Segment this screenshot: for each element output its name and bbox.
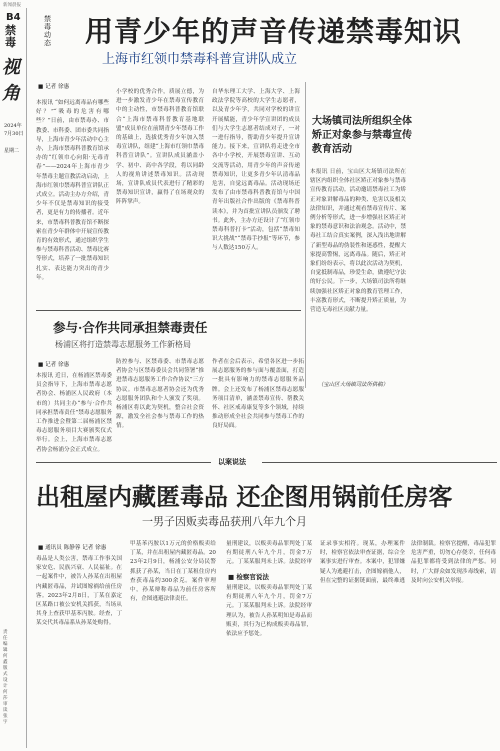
side-source: （宝山区大场镇司法所供稿） — [318, 382, 389, 388]
article3-col3: 量刑建议，以贩卖毒品罪判处丁某有期徒刑八年九个月，罚金7万元。丁某某服判未上诉。法院经审 — [226, 541, 312, 566]
article2-headline: 参与·合作共同承担禁毒责任 — [53, 320, 208, 335]
article3-headline: 出租屋内藏匿毒品 还企图用锅前任房客 — [36, 482, 453, 511]
article2-col1: 本报讯 近日，在杨浦区禁毒委员会指导下，上海市禁毒志愿者协会、杨浦区人民政府（本市的）共同主办“参与·合作共同承担禁毒责任”禁毒志愿服务工作推进会暨第二届杨浦区禁毒志愿服务项目大赛颁奖仪式举行。会上，上海市禁毒志愿者协会杨浦分会正式成立。 — [36, 373, 112, 453]
article3-col1: 毒品是人类公害，禁毒工作事关国家安危、民族兴衰、人民福祉。在一起案件中，被告人孙某在出租屋内藏匿毒品，并试图嫁祸给前任房客。2023年2月8日，丁某在嘉定区某路口被公安机关抓获，当场从其身上查获甲基苯丙胺。经查，丁某交代其毒品系从孙某处购得。 — [36, 556, 122, 627]
page-weekday: 星期二 — [4, 148, 20, 154]
side-headline: 大场镇司法所组织全体矫正对象参与禁毒宣传教育活动 — [312, 116, 412, 155]
byline: 记者 徐惠 — [45, 84, 70, 90]
article1-col1: 本报讯 “如何远离毒品有哪些好？”“吸毒的危害有哪些？”日前，由市禁毒办、市教委、市科委、团市委共同指导，上海市青少年活动中心主办，上海市禁毒科普教育馆承办的“红领巾心向阳·无毒青春”——2024年上海市青少年禁毒主题宣教活动启动，上海市红领巾禁毒科普宣讲队正式成立。活动主办方介绍，青少年不仅是禁毒知识的接受者，更是有力的传播者。近年来，市禁毒科普教育馆不断探索在青少年群体中开展宣传教育的有效形式，通过组织学生参与禁毒科普活动、禁毒比赛等形式，培养了一批禁毒知识扎实、表达能力突出的青少年。 — [36, 100, 109, 281]
article2-byline: ■ 记者 徐惠 — [38, 362, 70, 368]
byline: 通讯员 陈静蓉 记者 徐惠 — [45, 545, 107, 551]
article3-byline: ■ 通讯员 陈静蓉 记者 徐惠 — [38, 545, 107, 551]
check-title-text: 检察官说法 — [236, 573, 269, 581]
article1-col3: 自华东理工大学、上海大学、上海政法学院等高校的大学生志愿者，以及青少年学，共同对学校的讲宣开展赋能，青少年学宣讲团的成员们与大学生志愿者结成对子，一对一进行指导，帮助青少年提升宣讲能力。接下来，宣讲队将走进全市各中小学校，开展禁毒宣讲、互动交流等活动，用青少年的声音传递禁毒知识，让更多青少年认清毒品危害，自觉远离毒品。活动现场还发布了由市禁毒科普教育馆与中国青年出版社合作出版的《禁毒科普读本》，并为首批宣讲队员颁发了聘书。此外，主办方还设计了“红领巾禁毒科普打卡”活动，包括“禁毒知识大挑战”“禁毒手抄报”等环节，参与人数达150万人。 — [212, 89, 300, 252]
check-title: ■ 检察官说法 — [228, 573, 269, 581]
side-body: 本报讯 日前，宝山区大场镇司法所在辖区内组织全体社区矫正对象参与禁毒宣传教育活动。活动邀请禁毒社工为矫正对象讲解毒品的种类、危害以及相关法律知识，并通过观看禁毒宣传片、案例分析等形式，进一步增强社区矫正对象的禁毒意识和法治观念。活动中，禁毒社工结合真实案例，深入浅出地讲解了新型毒品的伪装性和迷惑性，提醒大家提高警惕，远离毒品。随后，矫正对象们纷纷表示，将以此次活动为契机，自觉抵制毒品，珍爱生命，做遵纪守法的好公民。下一步，大场镇司法所将继续加强社区矫正对象的教育管理工作，丰富教育形式，不断提升矫正质量，为营造无毒社区贡献力量。 — [310, 169, 406, 314]
article3-col2: 甲基苯丙胺以1万元的价格贩卖给丁某，并在出租屋内藏匿毒品。2023年2月9日，杨浦公安分局民警抓获了孙某，当日在丁某租住房内查获毒品约300余克。案件审理中，孙某辩称毒品为前任房客所有，企图逃避法律责任。 — [130, 541, 216, 603]
section-title-top: 禁毒 — [5, 24, 16, 49]
main-headline: 用青少年的声音传递禁毒知识 — [85, 15, 463, 48]
page-date: 2024年7月30日 — [4, 123, 24, 137]
article3-subhead: 一男子因贩卖毒品获刑八年九个月 — [142, 515, 307, 528]
article3-col3b: 量刑建议，以贩卖毒品罪判处丁某有期徒刑八年九个月，罚金7万元。丁某某服判未上诉。法院经审理认为，被告人孙某明知是毒品而贩卖，其行为已构成贩卖毒品罪，依法应予惩处。 — [226, 585, 312, 638]
article2-col3: 作者在会后表示，希望各区进一步拓展志愿服务的参与面与覆盖面，打造一批具有影响力的禁毒志愿服务品牌。会上还发布了杨浦区禁毒志愿服务项目清单，涵盖禁毒宣传、帮教关怀、社区戒毒康复等多个领域，持续推动形成全社会共同参与禁毒工作的良好局面。 — [212, 359, 304, 430]
main-subhead: 上海市红领巾禁毒科普宣讲队成立 — [102, 52, 298, 67]
footer-editor: 责任编辑 何鑫 版式设计 何莎 审读 张宇 — [3, 630, 8, 725]
paper-name: 新闻晨报 — [3, 3, 21, 8]
article1-col2: 小学校的优秀合作，质展立德，为进一步激发青少年在禁毒宣传教育中的主动性，市禁毒科普教育馆联合“上海市禁毒科普教育基地联盟”成员单位在前期青少年禁毒工作的基础上，选拔优秀青少年加入禁毒宣讲队，组建“上海市红领巾禁毒科普宣讲队”。宣讲队成员涵盖小学、初中、高中各学段，将以同龄人的视角讲述禁毒知识。活动现场，宣讲队成员代表进行了精彩的禁毒知识宣讲，赢得了在场观众的阵阵掌声。 — [116, 89, 204, 206]
article2-col2: 防控参与、区禁毒委、市禁毒志愿者协会与区禁毒委员会共同签署“推进禁毒志愿服务工作合作协议”三方协议。市禁毒志愿者协会还为优秀志愿服务团队和个人颁发了奖项。杨浦区将以此为契机，整合社会资源，激发全社会参与禁毒工作的热情。 — [116, 359, 204, 430]
article2-subhead: 杨浦区将打造禁毒志愿服务工作新格局 — [55, 340, 191, 349]
page-number: B4 — [6, 12, 21, 23]
byline: 记者 徐惠 — [45, 362, 70, 368]
article1-byline: ■ 记者 徐惠 — [38, 84, 70, 90]
top-tag: 禁毒动态 — [44, 15, 51, 47]
article3-col4: 证录事实相符。现某，办理案件时，检察官依法审查证据，综合全案事实进行审查。本案中，犯罪嫌疑人为逃避打击，企图嫁祸他人，但在完整的证据链面前，最终难逃法律制裁。检察官提醒，毒品犯罪危害严重，切勿心存侥幸，任何毒品犯罪都将受到法律的严惩。同时，广大群众如发现涉毒线索，请及时向公安机关举报。 — [320, 541, 496, 584]
section-title-mid: 视角 — [2, 57, 20, 104]
law-tag: 以案说法 — [214, 457, 250, 467]
